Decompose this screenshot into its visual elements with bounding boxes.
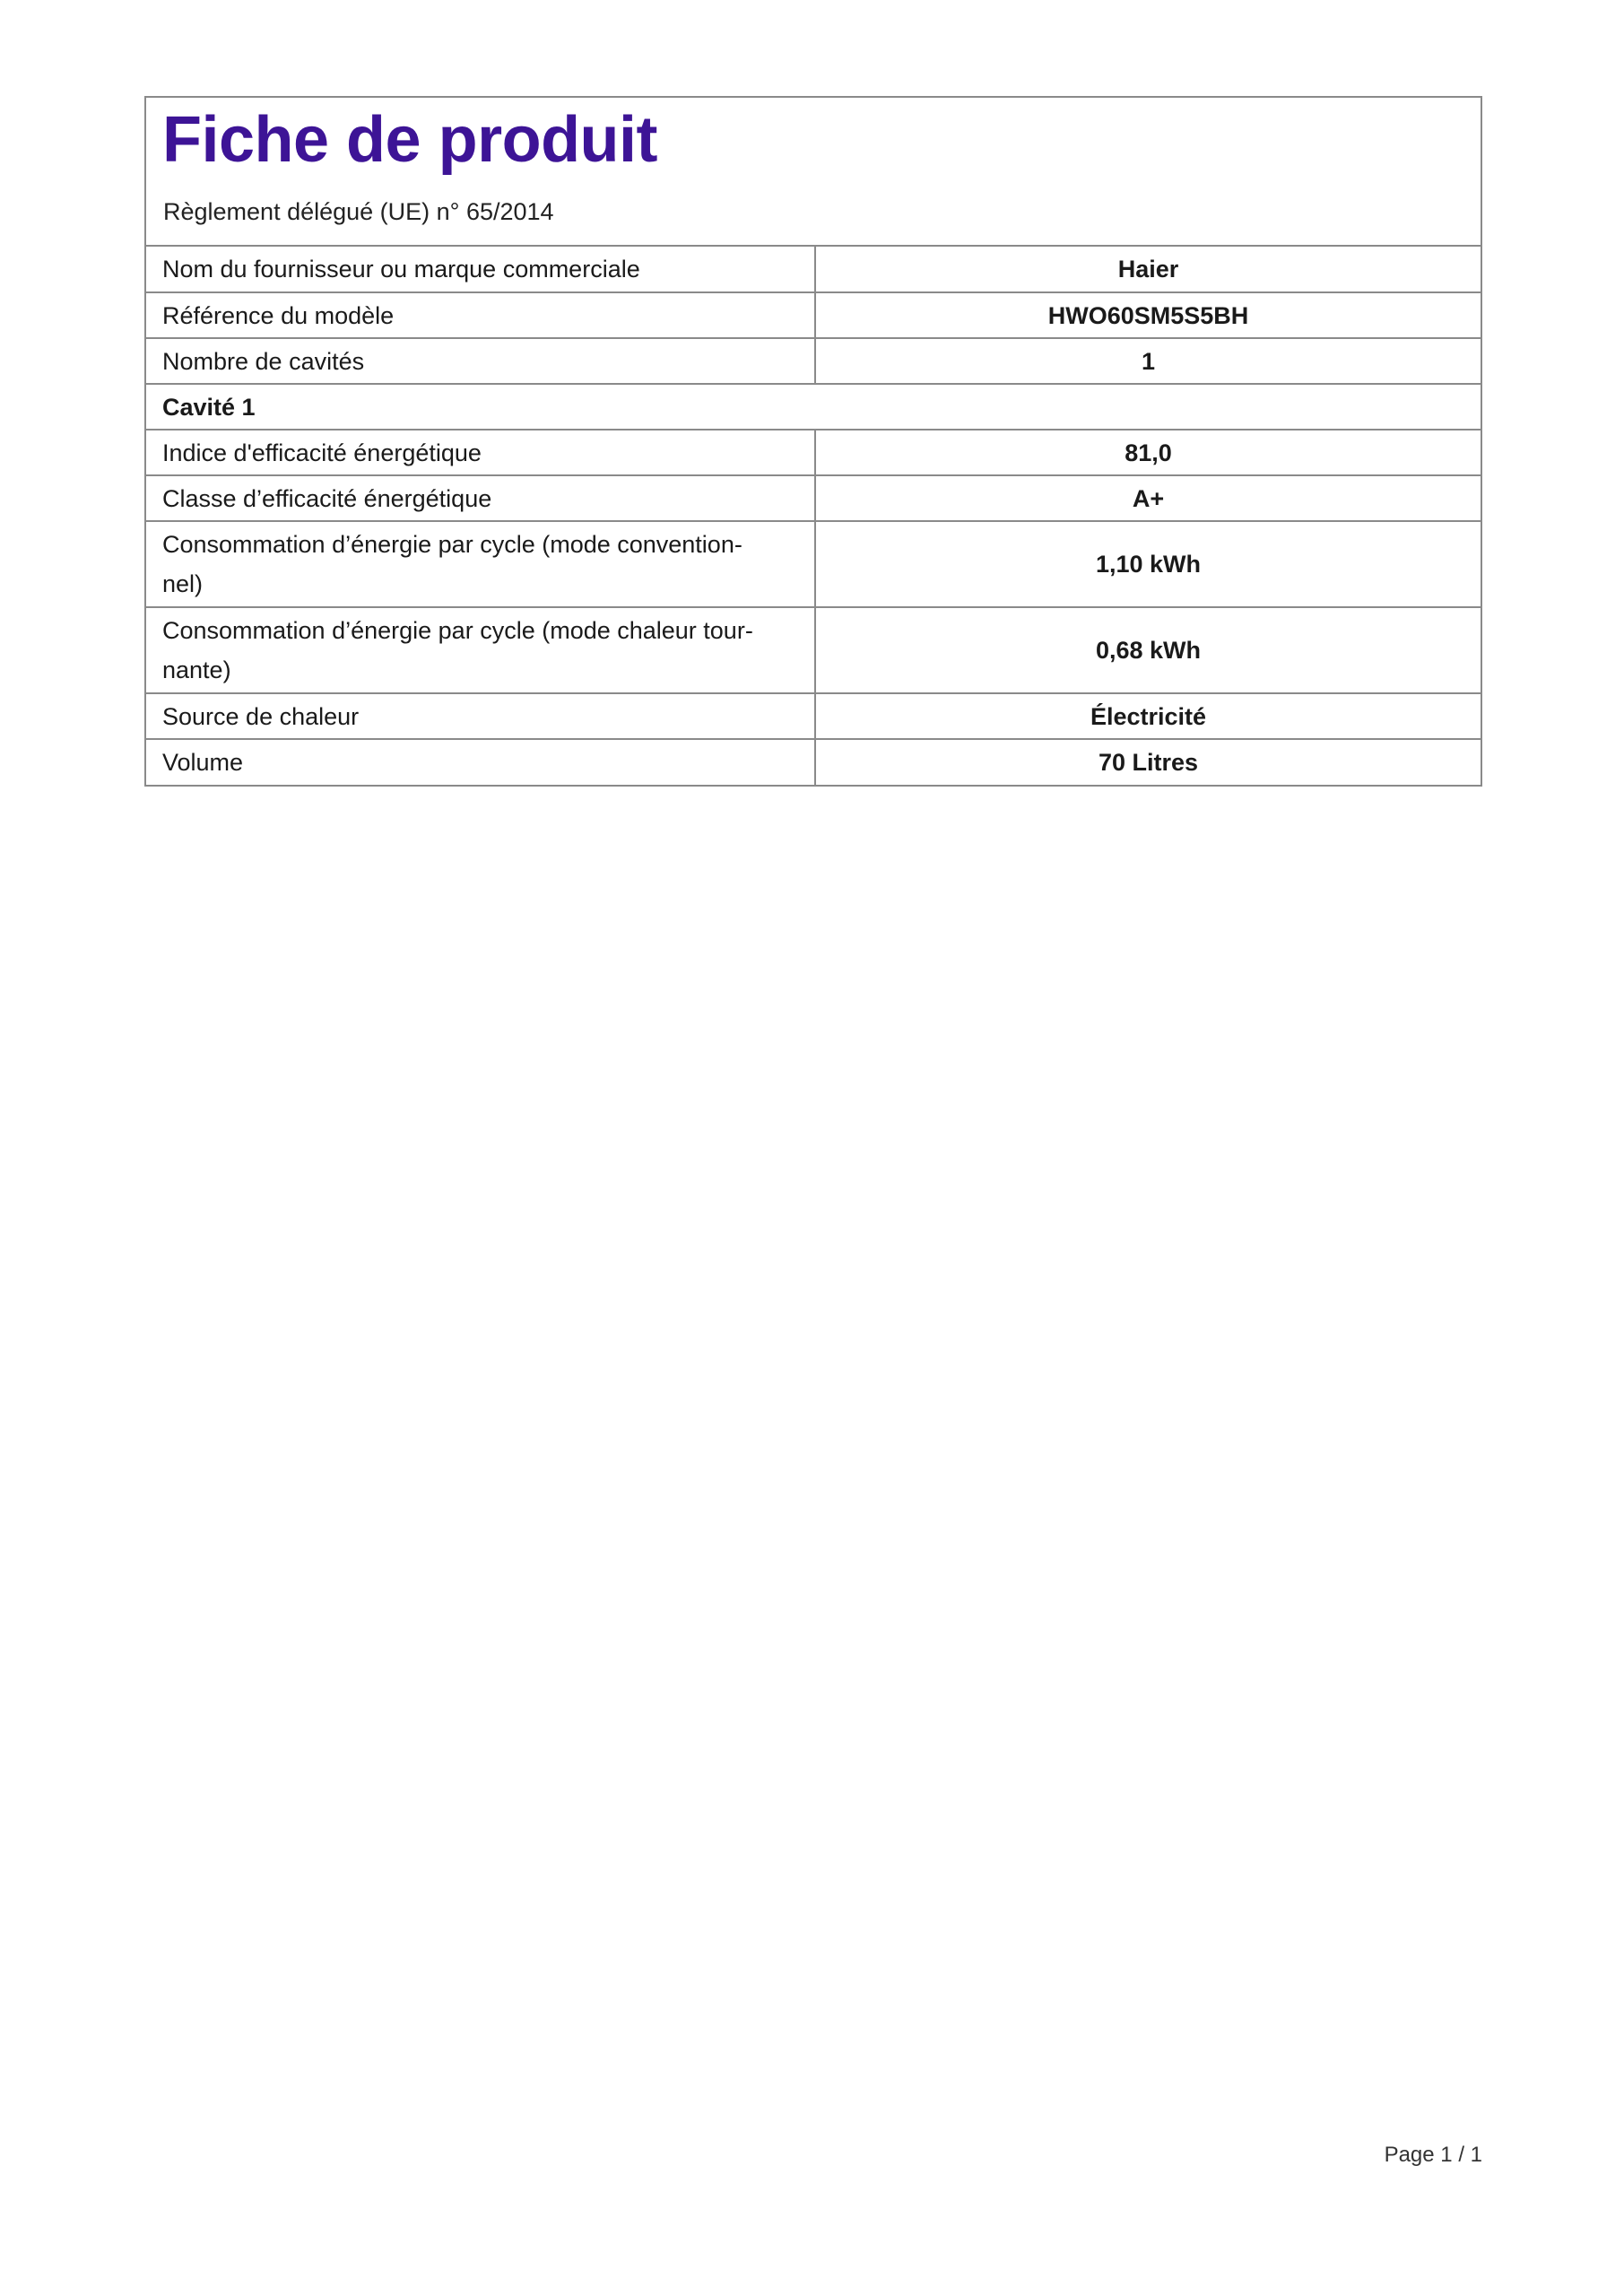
sheet-header — [146, 98, 1481, 247]
fan-consumption-label-line1: Consommation d’énergie par cycle (mode chaleur tour- — [162, 617, 753, 644]
table-row-supplier — [146, 247, 1481, 292]
conventional-consumption-label-line1: Consommation d’énergie par cycle (mode convention- — [162, 531, 743, 558]
table-row-fan-consumption — [146, 607, 1481, 693]
model-value: HWO60SM5S5BH — [815, 292, 1481, 338]
table-row-eei — [146, 430, 1481, 475]
volume-label: Volume — [146, 739, 815, 785]
product-sheet — [144, 96, 1482, 787]
fan-consumption-value: 0,68 kWh — [815, 607, 1481, 693]
cavity-section-heading: Cavité 1 — [146, 384, 1481, 430]
energy-class-value: A+ — [815, 475, 1481, 521]
table-row-conventional-consumption — [146, 521, 1481, 607]
table-row-cavity-section — [146, 384, 1481, 430]
table-row-energy-class — [146, 475, 1481, 521]
product-info-table — [146, 247, 1481, 785]
supplier-value: Haier — [1117, 256, 1179, 283]
page-title: Fiche de produit — [162, 104, 658, 176]
supplier-label: Nom du fournisseur ou marque commerciale — [146, 247, 815, 292]
conventional-consumption-label-line2: nel) — [162, 570, 204, 597]
cavities-value: 1 — [815, 338, 1481, 384]
cavities-label: Nombre de cavités — [146, 338, 815, 384]
model-label: Référence du modèle — [146, 292, 815, 338]
fan-consumption-label-line2: nante) — [162, 657, 231, 683]
volume-value: 70 Litres — [815, 739, 1481, 785]
eei-label: Indice d'efficacité énergétique — [146, 430, 815, 475]
heat-source-value: Électricité — [815, 693, 1481, 739]
table-row-model — [146, 292, 1481, 338]
conventional-consumption-label — [146, 521, 815, 607]
eei-value: 81,0 — [815, 430, 1481, 475]
table-row-cavities — [146, 338, 1481, 384]
fan-consumption-label — [146, 607, 815, 693]
page-number: Page 1 / 1 — [1384, 2143, 1482, 2167]
regulation-reference: Règlement délégué (UE) n° 65/2014 — [163, 198, 554, 225]
energy-class-label: Classe d’efficacité énergétique — [146, 475, 815, 521]
table-row-heat-source — [146, 693, 1481, 739]
table-row-volume — [146, 739, 1481, 785]
conventional-consumption-value: 1,10 kWh — [815, 521, 1481, 607]
heat-source-label: Source de chaleur — [146, 693, 815, 739]
